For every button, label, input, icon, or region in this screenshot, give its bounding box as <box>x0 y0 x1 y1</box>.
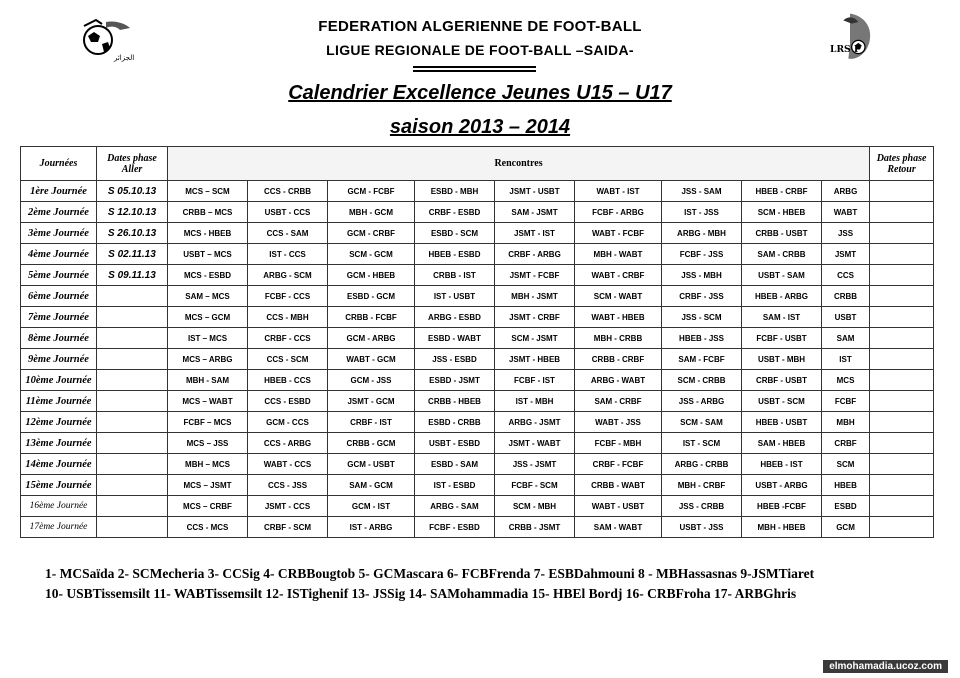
match-cell: GCM - IST <box>328 496 415 517</box>
match-cell: GCM - CCS <box>248 412 328 433</box>
match-cell: HBEB - CCS <box>248 370 328 391</box>
match-cell: CRBB - WABT <box>575 475 662 496</box>
match-cell: JSMT - USBT <box>495 181 575 202</box>
match-cell: CRBF - ARBG <box>495 244 575 265</box>
journee-cell: 15ème Journée <box>21 475 97 496</box>
match-cell: JSS - MBH <box>662 265 742 286</box>
match-cell: USBT - JSS <box>662 517 742 538</box>
match-cell: CCS - MBH <box>248 307 328 328</box>
journee-cell: 9ème Journée <box>21 349 97 370</box>
season-title-text: saison 2013 – 2014 <box>389 116 571 138</box>
match-cell: SAM – MCS <box>168 286 248 307</box>
match-cell: SAM - FCBF <box>662 349 742 370</box>
match-cell: CCS - SCM <box>248 349 328 370</box>
match-cell: IST - MBH <box>495 391 575 412</box>
date-retour-cell <box>870 475 934 496</box>
match-cell: CRBB – MCS <box>168 202 248 223</box>
match-cell: JSMT - GCM <box>328 391 415 412</box>
match-cell: SCM - JSMT <box>495 328 575 349</box>
match-cell: FCBF - ESBD <box>415 517 495 538</box>
match-cell: WABT - JSS <box>575 412 662 433</box>
match-cell: CCS - JSS <box>248 475 328 496</box>
match-cell: USBT - ESBD <box>415 433 495 454</box>
exempt-team-cell: GCM <box>822 517 870 538</box>
match-cell: SAM - CRBF <box>575 391 662 412</box>
journee-cell: 13ème Journée <box>21 433 97 454</box>
match-cell: ESBD - CRBB <box>415 412 495 433</box>
exempt-team-cell: WABT <box>822 202 870 223</box>
season-title <box>0 116 960 139</box>
match-cell: CRBF - ESBD <box>415 202 495 223</box>
match-cell: MBH - GCM <box>328 202 415 223</box>
match-cell: FCBF - CCS <box>248 286 328 307</box>
date-aller-cell <box>97 307 168 328</box>
match-cell: CRBF - FCBF <box>575 454 662 475</box>
match-cell: GCM - HBEB <box>328 265 415 286</box>
date-retour-cell <box>870 349 934 370</box>
date-retour-cell <box>870 496 934 517</box>
table-row <box>21 475 934 496</box>
match-cell: SAM - GCM <box>328 475 415 496</box>
match-cell: MCS - HBEB <box>168 223 248 244</box>
date-retour-cell <box>870 181 934 202</box>
federation-name: FEDERATION ALGERIENNE DE FOOT-BALL <box>318 18 642 35</box>
header-journees: Journées <box>21 147 97 181</box>
match-cell: CRBB - JSMT <box>495 517 575 538</box>
match-cell: IST – MCS <box>168 328 248 349</box>
match-cell: JSMT - CRBF <box>495 307 575 328</box>
exempt-team-cell: USBT <box>822 307 870 328</box>
journee-cell: 2ème Journée <box>21 202 97 223</box>
match-cell: MBH - SAM <box>168 370 248 391</box>
match-cell: MCS – GCM <box>168 307 248 328</box>
date-aller-cell: S 12.10.13 <box>97 202 168 223</box>
match-cell: FCBF - USBT <box>742 328 822 349</box>
match-cell: MBH - WABT <box>575 244 662 265</box>
match-cell: ARBG - ESBD <box>415 307 495 328</box>
match-cell: ARBG - SAM <box>415 496 495 517</box>
date-retour-cell <box>870 454 934 475</box>
date-aller-cell <box>97 286 168 307</box>
journee-cell: 5ème Journée <box>21 265 97 286</box>
header-dates-aller: Dates phase Aller <box>97 147 168 181</box>
match-cell: WABT - CCS <box>248 454 328 475</box>
match-cell: MBH - HBEB <box>742 517 822 538</box>
date-retour-cell <box>870 328 934 349</box>
match-cell: IST - ESBD <box>415 475 495 496</box>
page-title <box>0 82 960 105</box>
watermark: elmohamadia.ucoz.com <box>823 660 948 673</box>
match-cell: MCS – WABT <box>168 391 248 412</box>
match-cell: FCBF - SCM <box>495 475 575 496</box>
match-cell: WABT - CRBF <box>575 265 662 286</box>
match-cell: CCS - ESBD <box>248 391 328 412</box>
table-row <box>21 496 934 517</box>
journee-cell: 6ème Journée <box>21 286 97 307</box>
club-legend-line-2: 10- USBTissemsilt 11- WABTissemsilt 12- ISTighenif 13- JSSig 14- SAMohammadia 15- HBEl Bordj 16- CRBFroha 17- ARBGhris <box>45 586 797 601</box>
date-aller-cell: S 26.10.13 <box>97 223 168 244</box>
match-cell: SCM - HBEB <box>742 202 822 223</box>
date-retour-cell <box>870 307 934 328</box>
exempt-team-cell: CRBF <box>822 433 870 454</box>
match-cell: HBEB - JSS <box>662 328 742 349</box>
date-aller-cell <box>97 475 168 496</box>
date-aller-cell <box>97 454 168 475</box>
match-cell: JSMT - CCS <box>248 496 328 517</box>
match-cell: GCM - FCBF <box>328 181 415 202</box>
table-row <box>21 307 934 328</box>
date-aller-cell: S 02.11.13 <box>97 244 168 265</box>
match-cell: SCM - CRBB <box>662 370 742 391</box>
match-cell: MCS – ARBG <box>168 349 248 370</box>
match-cell: ESBD - GCM <box>328 286 415 307</box>
match-cell: ARBG - WABT <box>575 370 662 391</box>
match-cell: CRBB - CRBF <box>575 349 662 370</box>
journee-cell: 11ème Journée <box>21 391 97 412</box>
match-cell: GCM - CRBF <box>328 223 415 244</box>
table-row <box>21 244 934 265</box>
exempt-team-cell: CRBB <box>822 286 870 307</box>
league-name: LIGUE REGIONALE DE FOOT-BALL –SAIDA- <box>326 42 634 58</box>
match-cell: CRBB - GCM <box>328 433 415 454</box>
table-row <box>21 286 934 307</box>
match-cell: SAM - HBEB <box>742 433 822 454</box>
match-cell: SCM - MBH <box>495 496 575 517</box>
match-cell: MBH – MCS <box>168 454 248 475</box>
match-cell: ESBD - JSMT <box>415 370 495 391</box>
match-cell: HBEB - ARBG <box>742 286 822 307</box>
match-cell: WABT - USBT <box>575 496 662 517</box>
match-cell: ESBD - MBH <box>415 181 495 202</box>
match-cell: USBT - SAM <box>742 265 822 286</box>
date-retour-cell <box>870 517 934 538</box>
exempt-team-cell: JSMT <box>822 244 870 265</box>
match-cell: CRBF - USBT <box>742 370 822 391</box>
journee-cell: 1ère Journée <box>21 181 97 202</box>
match-cell: IST - USBT <box>415 286 495 307</box>
table-row <box>21 433 934 454</box>
match-cell: SCM - SAM <box>662 412 742 433</box>
match-cell: HBEB - USBT <box>742 412 822 433</box>
match-cell: CCS - CRBB <box>248 181 328 202</box>
match-cell: SAM - JSMT <box>495 202 575 223</box>
date-aller-cell <box>97 433 168 454</box>
match-cell: JSS - JSMT <box>495 454 575 475</box>
lrfs-logo-text: LRS F <box>830 44 861 55</box>
match-cell: JSS - ARBG <box>662 391 742 412</box>
match-cell: CRBB - IST <box>415 265 495 286</box>
date-aller-cell <box>97 328 168 349</box>
exempt-team-cell: MCS <box>822 370 870 391</box>
match-cell: ESBD - SCM <box>415 223 495 244</box>
exempt-team-cell: FCBF <box>822 391 870 412</box>
journee-cell: 7ème Journée <box>21 307 97 328</box>
date-aller-cell <box>97 496 168 517</box>
table-row <box>21 391 934 412</box>
table-row <box>21 412 934 433</box>
faf-logo-text: الجزائر <box>114 54 135 62</box>
match-cell: MCS – JSMT <box>168 475 248 496</box>
date-retour-cell <box>870 286 934 307</box>
header-divider <box>413 66 536 68</box>
match-cell: CRBB - HBEB <box>415 391 495 412</box>
club-legend-line-1: 1- MCSaïda 2- SCMecheria 3- CCSig 4- CRBBougtob 5- GCMascara 6- FCBFrenda 7- ESBDahmouni 8 - MBHassasnas 9-JSMTiaret <box>45 566 815 581</box>
table-row <box>21 349 934 370</box>
date-aller-cell <box>97 370 168 391</box>
match-cell: USBT - ARBG <box>742 475 822 496</box>
table-row <box>21 223 934 244</box>
date-retour-cell <box>870 391 934 412</box>
header-divider <box>413 70 536 72</box>
match-cell: CRBF - SCM <box>248 517 328 538</box>
match-cell: IST - SCM <box>662 433 742 454</box>
date-retour-cell <box>870 370 934 391</box>
match-cell: USBT - MBH <box>742 349 822 370</box>
match-cell: HBEB -FCBF <box>742 496 822 517</box>
match-cell: FCBF – MCS <box>168 412 248 433</box>
match-cell: WABT - GCM <box>328 349 415 370</box>
journee-cell: 3ème Journée <box>21 223 97 244</box>
table-row <box>21 181 934 202</box>
match-cell: JSMT - HBEB <box>495 349 575 370</box>
match-cell: IST - CCS <box>248 244 328 265</box>
journee-cell: 17ème Journée <box>21 517 97 538</box>
table-row <box>21 265 934 286</box>
match-cell: ARBG - JSMT <box>495 412 575 433</box>
match-cell: MCS – JSS <box>168 433 248 454</box>
match-cell: WABT - HBEB <box>575 307 662 328</box>
match-cell: IST - ARBG <box>328 517 415 538</box>
match-cell: CRBF - JSS <box>662 286 742 307</box>
match-cell: CRBF - CCS <box>248 328 328 349</box>
table-row <box>21 370 934 391</box>
exempt-team-cell: MBH <box>822 412 870 433</box>
match-cell: HBEB - ESBD <box>415 244 495 265</box>
table-row <box>21 454 934 475</box>
table-row <box>21 517 934 538</box>
match-cell: WABT - FCBF <box>575 223 662 244</box>
match-cell: HBEB - IST <box>742 454 822 475</box>
match-cell: JSS - CRBB <box>662 496 742 517</box>
match-cell: CCS - SAM <box>248 223 328 244</box>
match-cell: ESBD - SAM <box>415 454 495 475</box>
date-aller-cell <box>97 391 168 412</box>
match-cell: JSMT - IST <box>495 223 575 244</box>
exempt-team-cell: HBEB <box>822 475 870 496</box>
match-cell: MBH - JSMT <box>495 286 575 307</box>
match-cell: SCM - WABT <box>575 286 662 307</box>
match-cell: MBH - CRBF <box>662 475 742 496</box>
match-cell: MCS – SCM <box>168 181 248 202</box>
exempt-team-cell: SAM <box>822 328 870 349</box>
date-retour-cell <box>870 265 934 286</box>
calendar-body <box>21 181 934 538</box>
match-cell: ARBG - CRBB <box>662 454 742 475</box>
match-cell: USBT – MCS <box>168 244 248 265</box>
journee-cell: 14ème Journée <box>21 454 97 475</box>
page-title-text: Calendrier Excellence Jeunes U15 – U17 <box>288 82 672 104</box>
match-cell: IST - JSS <box>662 202 742 223</box>
match-cell: CRBB - FCBF <box>328 307 415 328</box>
match-cell: ARBG - SCM <box>248 265 328 286</box>
match-cell: SAM - WABT <box>575 517 662 538</box>
match-cell: ESBD - WABT <box>415 328 495 349</box>
match-cell: GCM - ARBG <box>328 328 415 349</box>
match-cell: ARBG - MBH <box>662 223 742 244</box>
match-cell: CRBF - IST <box>328 412 415 433</box>
match-cell: USBT - SCM <box>742 391 822 412</box>
date-retour-cell <box>870 433 934 454</box>
header-rencontres: Rencontres <box>168 147 870 181</box>
match-cell: FCBF - ARBG <box>575 202 662 223</box>
match-cell: MCS - ESBD <box>168 265 248 286</box>
exempt-team-cell: CCS <box>822 265 870 286</box>
exempt-team-cell: ESBD <box>822 496 870 517</box>
match-cell: SAM - IST <box>742 307 822 328</box>
match-cell: JSS - SAM <box>662 181 742 202</box>
match-cell: GCM - USBT <box>328 454 415 475</box>
journee-cell: 10ème Journée <box>21 370 97 391</box>
date-aller-cell: S 05.10.13 <box>97 181 168 202</box>
journee-cell: 4ème Journée <box>21 244 97 265</box>
journee-cell: 16ème Journée <box>21 496 97 517</box>
journee-cell: 12ème Journée <box>21 412 97 433</box>
date-retour-cell <box>870 202 934 223</box>
match-cell: GCM - JSS <box>328 370 415 391</box>
date-retour-cell <box>870 412 934 433</box>
exempt-team-cell: JSS <box>822 223 870 244</box>
date-retour-cell <box>870 223 934 244</box>
exempt-team-cell: SCM <box>822 454 870 475</box>
match-cell: FCBF - MBH <box>575 433 662 454</box>
match-cell: MBH - CRBB <box>575 328 662 349</box>
match-cell: CCS - MCS <box>168 517 248 538</box>
match-cell: USBT - CCS <box>248 202 328 223</box>
match-cell: SCM - GCM <box>328 244 415 265</box>
exempt-team-cell: ARBG <box>822 181 870 202</box>
calendar-table <box>20 146 934 538</box>
match-cell: JSS - SCM <box>662 307 742 328</box>
date-aller-cell <box>97 517 168 538</box>
date-aller-cell <box>97 349 168 370</box>
date-retour-cell <box>870 244 934 265</box>
date-aller-cell: S 09.11.13 <box>97 265 168 286</box>
date-aller-cell <box>97 412 168 433</box>
match-cell: FCBF - JSS <box>662 244 742 265</box>
journee-cell: 8ème Journée <box>21 328 97 349</box>
match-cell: JSMT - FCBF <box>495 265 575 286</box>
exempt-team-cell: IST <box>822 349 870 370</box>
match-cell: FCBF - IST <box>495 370 575 391</box>
table-row <box>21 328 934 349</box>
table-header-row <box>21 147 934 181</box>
match-cell: JSMT - WABT <box>495 433 575 454</box>
table-row <box>21 202 934 223</box>
match-cell: CRBB - USBT <box>742 223 822 244</box>
match-cell: CCS - ARBG <box>248 433 328 454</box>
match-cell: SAM - CRBB <box>742 244 822 265</box>
header-dates-retour: Dates phase Retour <box>870 147 934 181</box>
match-cell: HBEB - CRBF <box>742 181 822 202</box>
match-cell: JSS - ESBD <box>415 349 495 370</box>
match-cell: WABT - IST <box>575 181 662 202</box>
match-cell: MCS – CRBF <box>168 496 248 517</box>
